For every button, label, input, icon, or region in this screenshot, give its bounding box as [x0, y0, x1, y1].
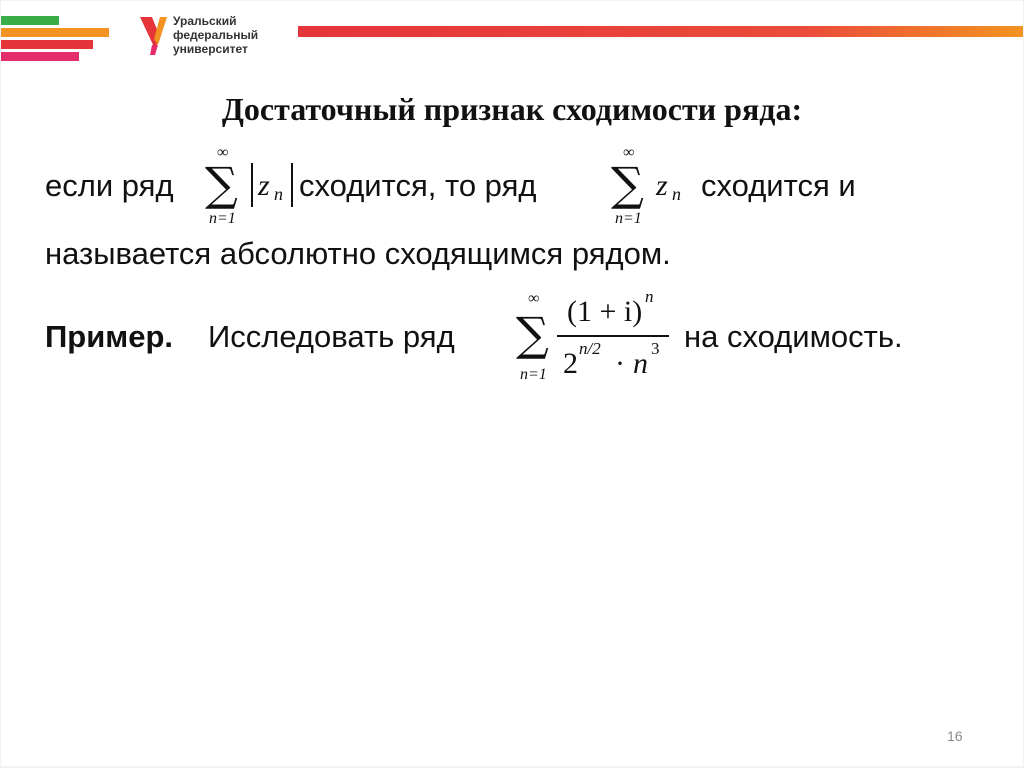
numerator-exponent: n [645, 287, 654, 306]
example-suffix: на сходимость. [684, 319, 903, 354]
example-label: Пример. [45, 319, 173, 354]
line2-text: называется абсолютно сходящимся рядом. [45, 236, 671, 271]
sum2-lower-limit: n=1 [615, 210, 642, 227]
sum2-term-subscript: n [672, 184, 681, 204]
numerator: (1 + i) [567, 295, 643, 328]
header-stripe-green [1, 16, 59, 25]
denominator-dot: · [615, 347, 625, 380]
sum1-upper-limit: ∞ [217, 144, 229, 161]
slide [1, 1, 1023, 766]
fraction-line [557, 335, 669, 337]
abs-bar-right [291, 163, 293, 207]
logo-line-2: федеральный [173, 28, 259, 42]
sum3-upper-limit: ∞ [528, 290, 540, 307]
denominator-base: 2 [563, 347, 578, 380]
sum1-term-subscript: n [274, 184, 283, 204]
header-stripe-orange [1, 28, 109, 37]
university-name [173, 14, 258, 56]
sum1-lower-limit: n=1 [209, 210, 236, 227]
line1-suffix: сходится и [701, 168, 856, 203]
denominator-n: n [633, 347, 648, 380]
university-logo-icon [138, 15, 168, 57]
sum2-sigma-icon: ∑ [611, 157, 644, 211]
abs-bar-left [251, 163, 253, 207]
header-stripe-red-left [1, 40, 93, 49]
example-text: Исследовать ряд [208, 319, 455, 354]
logo-line-1: Уральский [173, 14, 237, 28]
slide-title: Достаточный признак сходимости ряда: [221, 91, 803, 127]
denominator-exponent: n/2 [579, 339, 601, 358]
sum1-sigma-icon: ∑ [205, 157, 238, 211]
sum2-upper-limit: ∞ [623, 144, 635, 161]
header-stripe-red-right [298, 26, 1023, 37]
denominator-n-exponent: 3 [651, 339, 660, 358]
sum1-term-z: z [258, 169, 270, 202]
line1-prefix: если ряд [45, 168, 174, 203]
logo-line-3: университет [173, 42, 248, 56]
sum3-lower-limit: n=1 [520, 366, 547, 383]
sum3-sigma-icon: ∑ [516, 307, 549, 361]
line1-middle: сходится, то ряд [299, 168, 537, 203]
sum2-term-z: z [656, 169, 668, 202]
header-stripe-magenta [1, 52, 79, 61]
page-number: 16 [947, 728, 963, 744]
